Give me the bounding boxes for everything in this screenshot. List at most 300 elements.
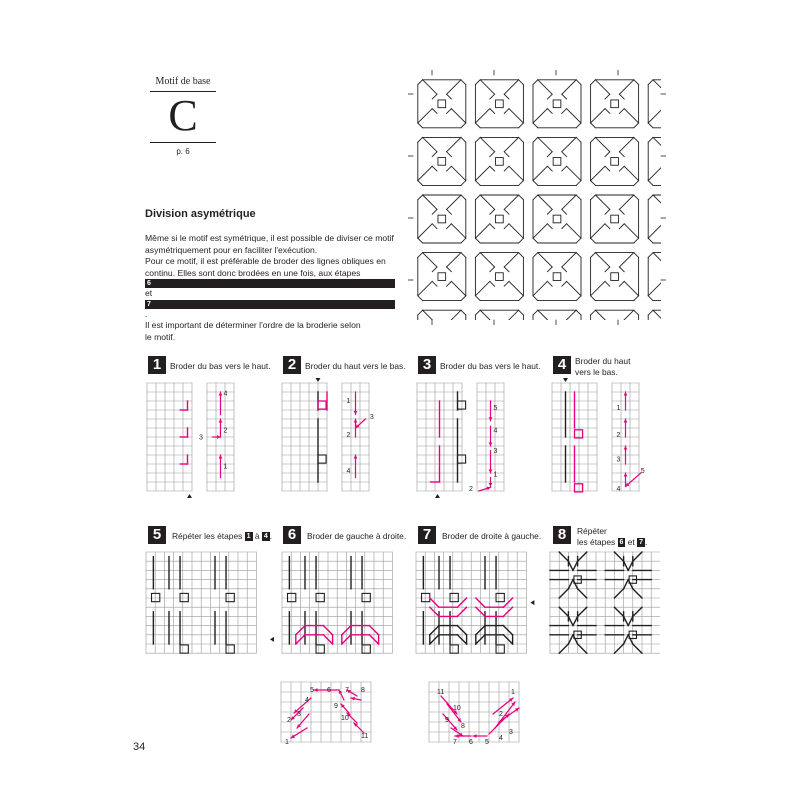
- step-instruction-8: [577, 526, 647, 547]
- pattern-stitch: [576, 238, 581, 243]
- pattern-stitch: [447, 253, 461, 267]
- pattern-stitch: [595, 137, 609, 151]
- pattern-stitch: [595, 195, 609, 209]
- main-grid: [416, 552, 526, 653]
- pattern-stitch: [648, 310, 653, 315]
- pattern-stitch: [490, 224, 495, 229]
- main-grid: [146, 552, 256, 653]
- pattern-stitch: [591, 224, 605, 238]
- step-instruction-2: Broder du haut vers le bas.: [305, 361, 406, 371]
- step-1-diagram: [140, 378, 265, 503]
- pattern-square: [611, 273, 619, 281]
- arrow-head: [489, 483, 493, 487]
- pattern-stitch: [447, 224, 452, 229]
- pattern-stitch: [578, 589, 587, 598]
- pattern-stitch: [634, 310, 639, 315]
- pattern-stitch: [578, 552, 587, 561]
- pattern-stitch: [451, 166, 465, 180]
- pattern-stitch: [447, 166, 452, 171]
- pattern-stitch: [591, 109, 605, 123]
- joiner-text: à: [254, 531, 260, 541]
- step-badge: 4: [263, 533, 268, 541]
- pattern-stitch: [648, 238, 653, 243]
- pattern-stitch: [538, 137, 552, 151]
- pattern-stitch: [432, 109, 437, 114]
- pattern-square: [496, 215, 504, 223]
- pattern-stitch: [475, 281, 489, 295]
- step-6-stitch-order: [279, 678, 379, 748]
- stitch-order-label: 2: [616, 432, 621, 439]
- step-instruction-line: Répéter: [577, 526, 607, 536]
- pattern-stitch: [578, 644, 587, 653]
- square-stitch: [152, 593, 160, 601]
- pattern-stitch: [547, 281, 552, 286]
- pattern-stitch: [619, 166, 624, 171]
- step-instruction-3: Broder du bas vers le haut.: [440, 361, 541, 371]
- pattern-stitch: [562, 267, 567, 272]
- pattern-stitch: [624, 166, 638, 180]
- pattern-stitch: [418, 281, 432, 295]
- pattern-stitch: [538, 253, 552, 267]
- pattern-square: [496, 273, 504, 281]
- pattern-stitch: [451, 281, 465, 295]
- square-stitch: [458, 455, 466, 463]
- stitch-order-label: 4: [223, 390, 228, 398]
- pattern-square: [611, 158, 619, 166]
- pattern-stitch: [633, 607, 642, 616]
- arrow-head: [314, 688, 318, 692]
- pattern-stitch: [614, 644, 623, 653]
- pattern-stitch: [423, 253, 437, 267]
- pattern-stitch: [624, 281, 638, 295]
- pattern-stitch: [475, 137, 480, 142]
- pattern-stitch: [547, 209, 552, 214]
- pattern-stitch: [504, 224, 509, 229]
- arrow-head: [219, 455, 223, 459]
- pattern-stitch: [648, 123, 653, 128]
- pattern-stitch: [504, 267, 509, 272]
- square-stitch: [362, 593, 370, 601]
- pattern-stitch: [648, 281, 662, 295]
- square-stitch: [180, 645, 188, 653]
- pattern-stitch: [547, 109, 552, 114]
- pattern-square: [553, 273, 561, 281]
- pattern-square: [438, 273, 446, 281]
- pattern-stitch: [447, 310, 461, 324]
- step-badge: 1: [246, 533, 251, 541]
- arrow-head: [219, 419, 223, 423]
- pattern-stitch: [418, 166, 432, 180]
- stitch-order-label: 10: [341, 715, 349, 722]
- pattern-stitch: [504, 209, 509, 214]
- arrow-head: [624, 419, 628, 423]
- pattern-stitch: [634, 253, 639, 258]
- arrow-head: [354, 411, 358, 415]
- stitch-order-label: 4: [499, 735, 503, 742]
- pattern-stitch: [432, 152, 437, 157]
- pattern-stitch: [605, 281, 610, 286]
- step-badge: 7: [145, 300, 395, 309]
- pattern-stitch: [624, 109, 638, 123]
- pattern-stitch: [533, 281, 547, 295]
- stitch-order-label: 4: [493, 427, 498, 435]
- new-square: [575, 484, 583, 492]
- pattern-stitch: [619, 209, 624, 214]
- pattern-stitch: [605, 166, 610, 171]
- pattern-stitch: [591, 310, 596, 315]
- pattern-stitch: [576, 80, 581, 85]
- stitch-order-label: 4: [616, 486, 621, 493]
- stitch-order-label: 5: [640, 468, 645, 475]
- pattern-stitch: [605, 209, 610, 214]
- pattern-stitch: [605, 267, 610, 272]
- pattern-stitch: [480, 195, 494, 209]
- step-number-1: 1: [148, 356, 166, 374]
- pattern-stitch: [519, 253, 524, 258]
- step-6-diagram: [262, 550, 402, 662]
- arrow-head: [624, 446, 628, 450]
- pattern-stitch: [591, 296, 596, 301]
- pattern-stitch: [509, 281, 523, 295]
- pattern-stitch: [418, 137, 423, 142]
- pattern-stitch: [634, 181, 639, 186]
- pattern-stitch: [634, 296, 639, 301]
- step-5-diagram: [140, 550, 265, 662]
- stitch-order-label: 7: [345, 687, 349, 694]
- pattern-stitch: [451, 224, 465, 238]
- stitch-order-label: 4: [346, 468, 351, 475]
- pattern-stitch: [461, 253, 466, 258]
- pattern-square: [438, 158, 446, 166]
- pattern-stitch: [559, 644, 568, 653]
- start-marker: [435, 494, 440, 498]
- pattern-stitch: [562, 253, 576, 267]
- step-instruction-4: [575, 356, 630, 377]
- pattern-stitch: [423, 195, 437, 209]
- pattern-stitch: [480, 253, 494, 267]
- arrow-head: [624, 392, 628, 396]
- pattern-stitch: [490, 281, 495, 286]
- motif-letter: C: [168, 91, 198, 140]
- pattern-stitch: [533, 137, 538, 142]
- pattern-stitch: [447, 80, 461, 94]
- pattern-stitch: [648, 253, 653, 258]
- pattern-stitch: [461, 238, 466, 243]
- main-grid: [282, 552, 392, 653]
- pattern-stitch: [447, 209, 452, 214]
- pattern-stitch: [504, 310, 518, 324]
- pattern-stitch: [567, 281, 581, 295]
- pattern-stitch: [576, 253, 581, 258]
- square-stitch: [226, 593, 234, 601]
- pattern-stitch: [562, 209, 567, 214]
- pattern-stitch: [447, 109, 452, 114]
- stitch-order-label: 10: [453, 705, 461, 712]
- header-divider-bottom: [150, 142, 216, 143]
- arrow-head: [489, 442, 493, 446]
- square-stitch: [316, 645, 324, 653]
- pattern-stitch: [562, 195, 576, 209]
- pattern-stitch: [461, 296, 466, 301]
- pattern-stitch: [663, 224, 666, 229]
- pattern-stitch: [663, 166, 666, 171]
- pattern-stitch: [490, 94, 495, 99]
- pattern-stitch: [634, 195, 639, 200]
- pattern-stitch: [648, 181, 653, 186]
- pattern-stitch: [562, 80, 576, 94]
- stitch-order-label: 1: [346, 397, 351, 405]
- pattern-stitch: [547, 267, 552, 272]
- stitch-order-label: 1: [223, 463, 228, 471]
- pattern-stitch: [648, 296, 653, 301]
- pattern-stitch: [533, 181, 538, 186]
- pattern-stitch: [475, 109, 489, 123]
- pattern-stitch: [538, 195, 552, 209]
- pattern-stitch: [567, 109, 581, 123]
- stitch-order-label: 4: [305, 697, 309, 704]
- step-badge: 7: [639, 538, 643, 546]
- arrow-head: [489, 469, 493, 473]
- pattern-stitch: [591, 181, 596, 186]
- pattern-stitch: [562, 152, 567, 157]
- pattern-stitch: [634, 238, 639, 243]
- pattern-stitch: [432, 209, 437, 214]
- step-instruction-line: Broder du haut: [575, 356, 631, 366]
- stitch-order-label: 2: [346, 432, 351, 439]
- pattern-square: [611, 215, 619, 223]
- pattern-stitch: [624, 224, 638, 238]
- step-badge: 6: [619, 538, 624, 546]
- pattern-stitch: [475, 166, 489, 180]
- intro-line: asymétriquement pour en faciliter l'exécution.: [145, 244, 318, 255]
- intro-line: Il est important de déterminer l'ordre de la broderie selon: [145, 320, 361, 330]
- pattern-stitch: [447, 195, 461, 209]
- stitch-order-label: 6: [327, 687, 331, 694]
- pattern-stitch: [461, 137, 466, 142]
- pattern-stitch: [605, 94, 610, 99]
- pattern-stitch: [432, 94, 437, 99]
- arrow-head: [624, 473, 628, 477]
- step-number-6: 6: [283, 526, 301, 544]
- pattern-stitch: [490, 152, 495, 157]
- pattern-stitch: [475, 195, 480, 200]
- square-stitch: [450, 593, 458, 601]
- step-number-4: 4: [553, 356, 571, 374]
- square-stitch: [496, 593, 504, 601]
- pattern-stitch: [619, 195, 633, 209]
- pattern-stitch: [418, 80, 423, 85]
- pattern-stitch: [480, 137, 494, 151]
- pattern-stitch: [595, 80, 609, 94]
- pattern-stitch: [490, 209, 495, 214]
- pattern-stitch: [653, 80, 666, 94]
- pattern-stitch: [591, 123, 596, 128]
- pattern-stitch: [562, 281, 567, 286]
- pattern-square: [553, 100, 561, 108]
- pattern-stitch: [576, 181, 581, 186]
- pattern-stitch: [576, 137, 581, 142]
- stitch-order-label: 3: [369, 414, 374, 421]
- pattern-stitch: [533, 195, 538, 200]
- pattern-stitch: [648, 224, 662, 238]
- pattern-stitch: [653, 310, 666, 324]
- pattern-stitch: [614, 607, 623, 616]
- pattern-stitch: [653, 253, 666, 267]
- pattern-stitch: [576, 195, 581, 200]
- arrow-head: [219, 392, 223, 396]
- pattern-stitch: [648, 166, 662, 180]
- pattern-stitch: [633, 589, 642, 598]
- step-badge: 6: [145, 279, 395, 288]
- pattern-stitch: [447, 94, 452, 99]
- step-number-2: 2: [283, 356, 301, 374]
- stitch-order-label: 1: [511, 689, 515, 696]
- pattern-stitch: [504, 80, 518, 94]
- pattern-stitch: [509, 224, 523, 238]
- pattern-stitch: [423, 80, 437, 94]
- step-instruction-6: Broder de gauche à droite.: [307, 531, 407, 541]
- pattern-stitch: [619, 94, 624, 99]
- stitch-order-label: 11: [361, 733, 369, 740]
- pattern-stitch: [533, 166, 547, 180]
- step-7-diagram: [410, 550, 545, 662]
- arrow-head: [473, 734, 477, 738]
- main-grid: [550, 552, 660, 653]
- pattern-stitch: [533, 253, 538, 258]
- start-marker: [316, 378, 321, 382]
- square-stitch: [316, 593, 324, 601]
- pattern-stitch: [562, 109, 567, 114]
- pattern-stitch: [519, 195, 524, 200]
- pattern-stitch: [533, 238, 538, 243]
- step-instruction-7: Broder de droite à gauche.: [442, 531, 542, 541]
- stitch-order-label: 8: [461, 723, 465, 730]
- pattern-stitch: [504, 152, 509, 157]
- pattern-stitch: [480, 80, 494, 94]
- step-number-8: 8: [553, 526, 571, 544]
- line-end: .: [145, 308, 148, 319]
- stitch-order-label: 2: [287, 717, 291, 724]
- pattern-stitch: [591, 137, 596, 142]
- pattern-stitch: [533, 123, 538, 128]
- pattern-stitch: [461, 195, 466, 200]
- pattern-stitch: [423, 310, 437, 324]
- pattern-stitch: [605, 152, 610, 157]
- pattern-stitch: [418, 253, 423, 258]
- pattern-stitch: [538, 310, 552, 324]
- pattern-stitch: [504, 281, 509, 286]
- pattern-square: [553, 158, 561, 166]
- stitch-order-label: 7: [453, 739, 457, 746]
- pattern-stitch: [562, 310, 576, 324]
- square-stitch: [496, 645, 504, 653]
- step-instruction-line: [577, 537, 647, 548]
- pattern-stitch: [633, 644, 642, 653]
- square-stitch: [180, 593, 188, 601]
- pattern-square: [553, 215, 561, 223]
- pattern-stitch: [614, 552, 623, 561]
- square-stitch: [318, 455, 326, 463]
- pattern-stitch: [634, 137, 639, 142]
- pattern-stitch: [663, 281, 666, 286]
- intro-line: Même si le motif est symétrique, il est possible de diviser ce motif: [145, 233, 394, 243]
- section-label: Motif de base: [155, 76, 211, 87]
- intro-line: le motif.: [145, 331, 176, 342]
- pattern-stitch: [562, 94, 567, 99]
- pattern-stitch: [432, 281, 437, 286]
- new-square: [318, 401, 326, 409]
- pattern-stitch: [619, 137, 633, 151]
- pattern-stitch: [418, 195, 423, 200]
- arrow-head: [354, 419, 358, 423]
- pattern-square: [438, 215, 446, 223]
- pattern-stitch: [614, 589, 623, 598]
- step-number-5: 5: [148, 526, 166, 544]
- pattern-stitch: [653, 137, 666, 151]
- pattern-stitch: [568, 580, 573, 589]
- pattern-stitch: [509, 166, 523, 180]
- pattern-stitch: [538, 80, 552, 94]
- pattern-stitch: [519, 238, 524, 243]
- pattern-stitch: [568, 635, 573, 644]
- pattern-stitch: [519, 123, 524, 128]
- pattern-stitch: [591, 195, 596, 200]
- pattern-stitch: [451, 109, 465, 123]
- page-reference: p. 6: [176, 147, 190, 156]
- pattern-stitch: [605, 109, 610, 114]
- pattern-stitch: [519, 137, 524, 142]
- pattern-stitch: [533, 109, 547, 123]
- pattern-stitch: [418, 109, 432, 123]
- pattern-stitch: [533, 296, 538, 301]
- pattern-stitch: [504, 195, 518, 209]
- pattern-stitch: [418, 310, 423, 315]
- main-grid: [282, 383, 327, 491]
- pattern-stitch: [533, 80, 538, 85]
- pattern-stitch: [591, 238, 596, 243]
- stitch-order-label: 9: [445, 717, 449, 724]
- pattern-stitch: [504, 166, 509, 171]
- stitch-order-label: 6: [469, 739, 473, 746]
- pattern-stitch: [559, 607, 568, 616]
- pattern-stitch: [619, 224, 624, 229]
- pattern-stitch: [423, 137, 437, 151]
- pattern-stitch: [461, 123, 466, 128]
- arrow-head: [455, 734, 459, 738]
- pattern-stitch: [480, 310, 494, 324]
- pattern-stitch: [447, 152, 452, 157]
- pattern-stitch: [648, 109, 662, 123]
- pattern-stitch: [578, 607, 587, 616]
- step-instruction-5: [172, 531, 272, 542]
- pattern-stitch: [509, 109, 523, 123]
- pattern-stitch: [663, 109, 666, 114]
- stitch-order-label: 5: [493, 405, 498, 412]
- pattern-stitch: [504, 253, 518, 267]
- pattern-stitch: [619, 152, 624, 157]
- joiner-text: et: [145, 288, 153, 298]
- pattern-stitch: [633, 552, 642, 561]
- pattern-stitch: [504, 137, 518, 151]
- pattern-stitch: [461, 80, 466, 85]
- intro-line: [145, 268, 395, 321]
- pattern-stitch: [418, 123, 423, 128]
- pattern-stitch: [591, 253, 596, 258]
- stitch-order-label: 3: [493, 448, 498, 456]
- pattern-stitch: [562, 166, 567, 171]
- pattern-square: [611, 100, 619, 108]
- pattern-stitch: [418, 224, 432, 238]
